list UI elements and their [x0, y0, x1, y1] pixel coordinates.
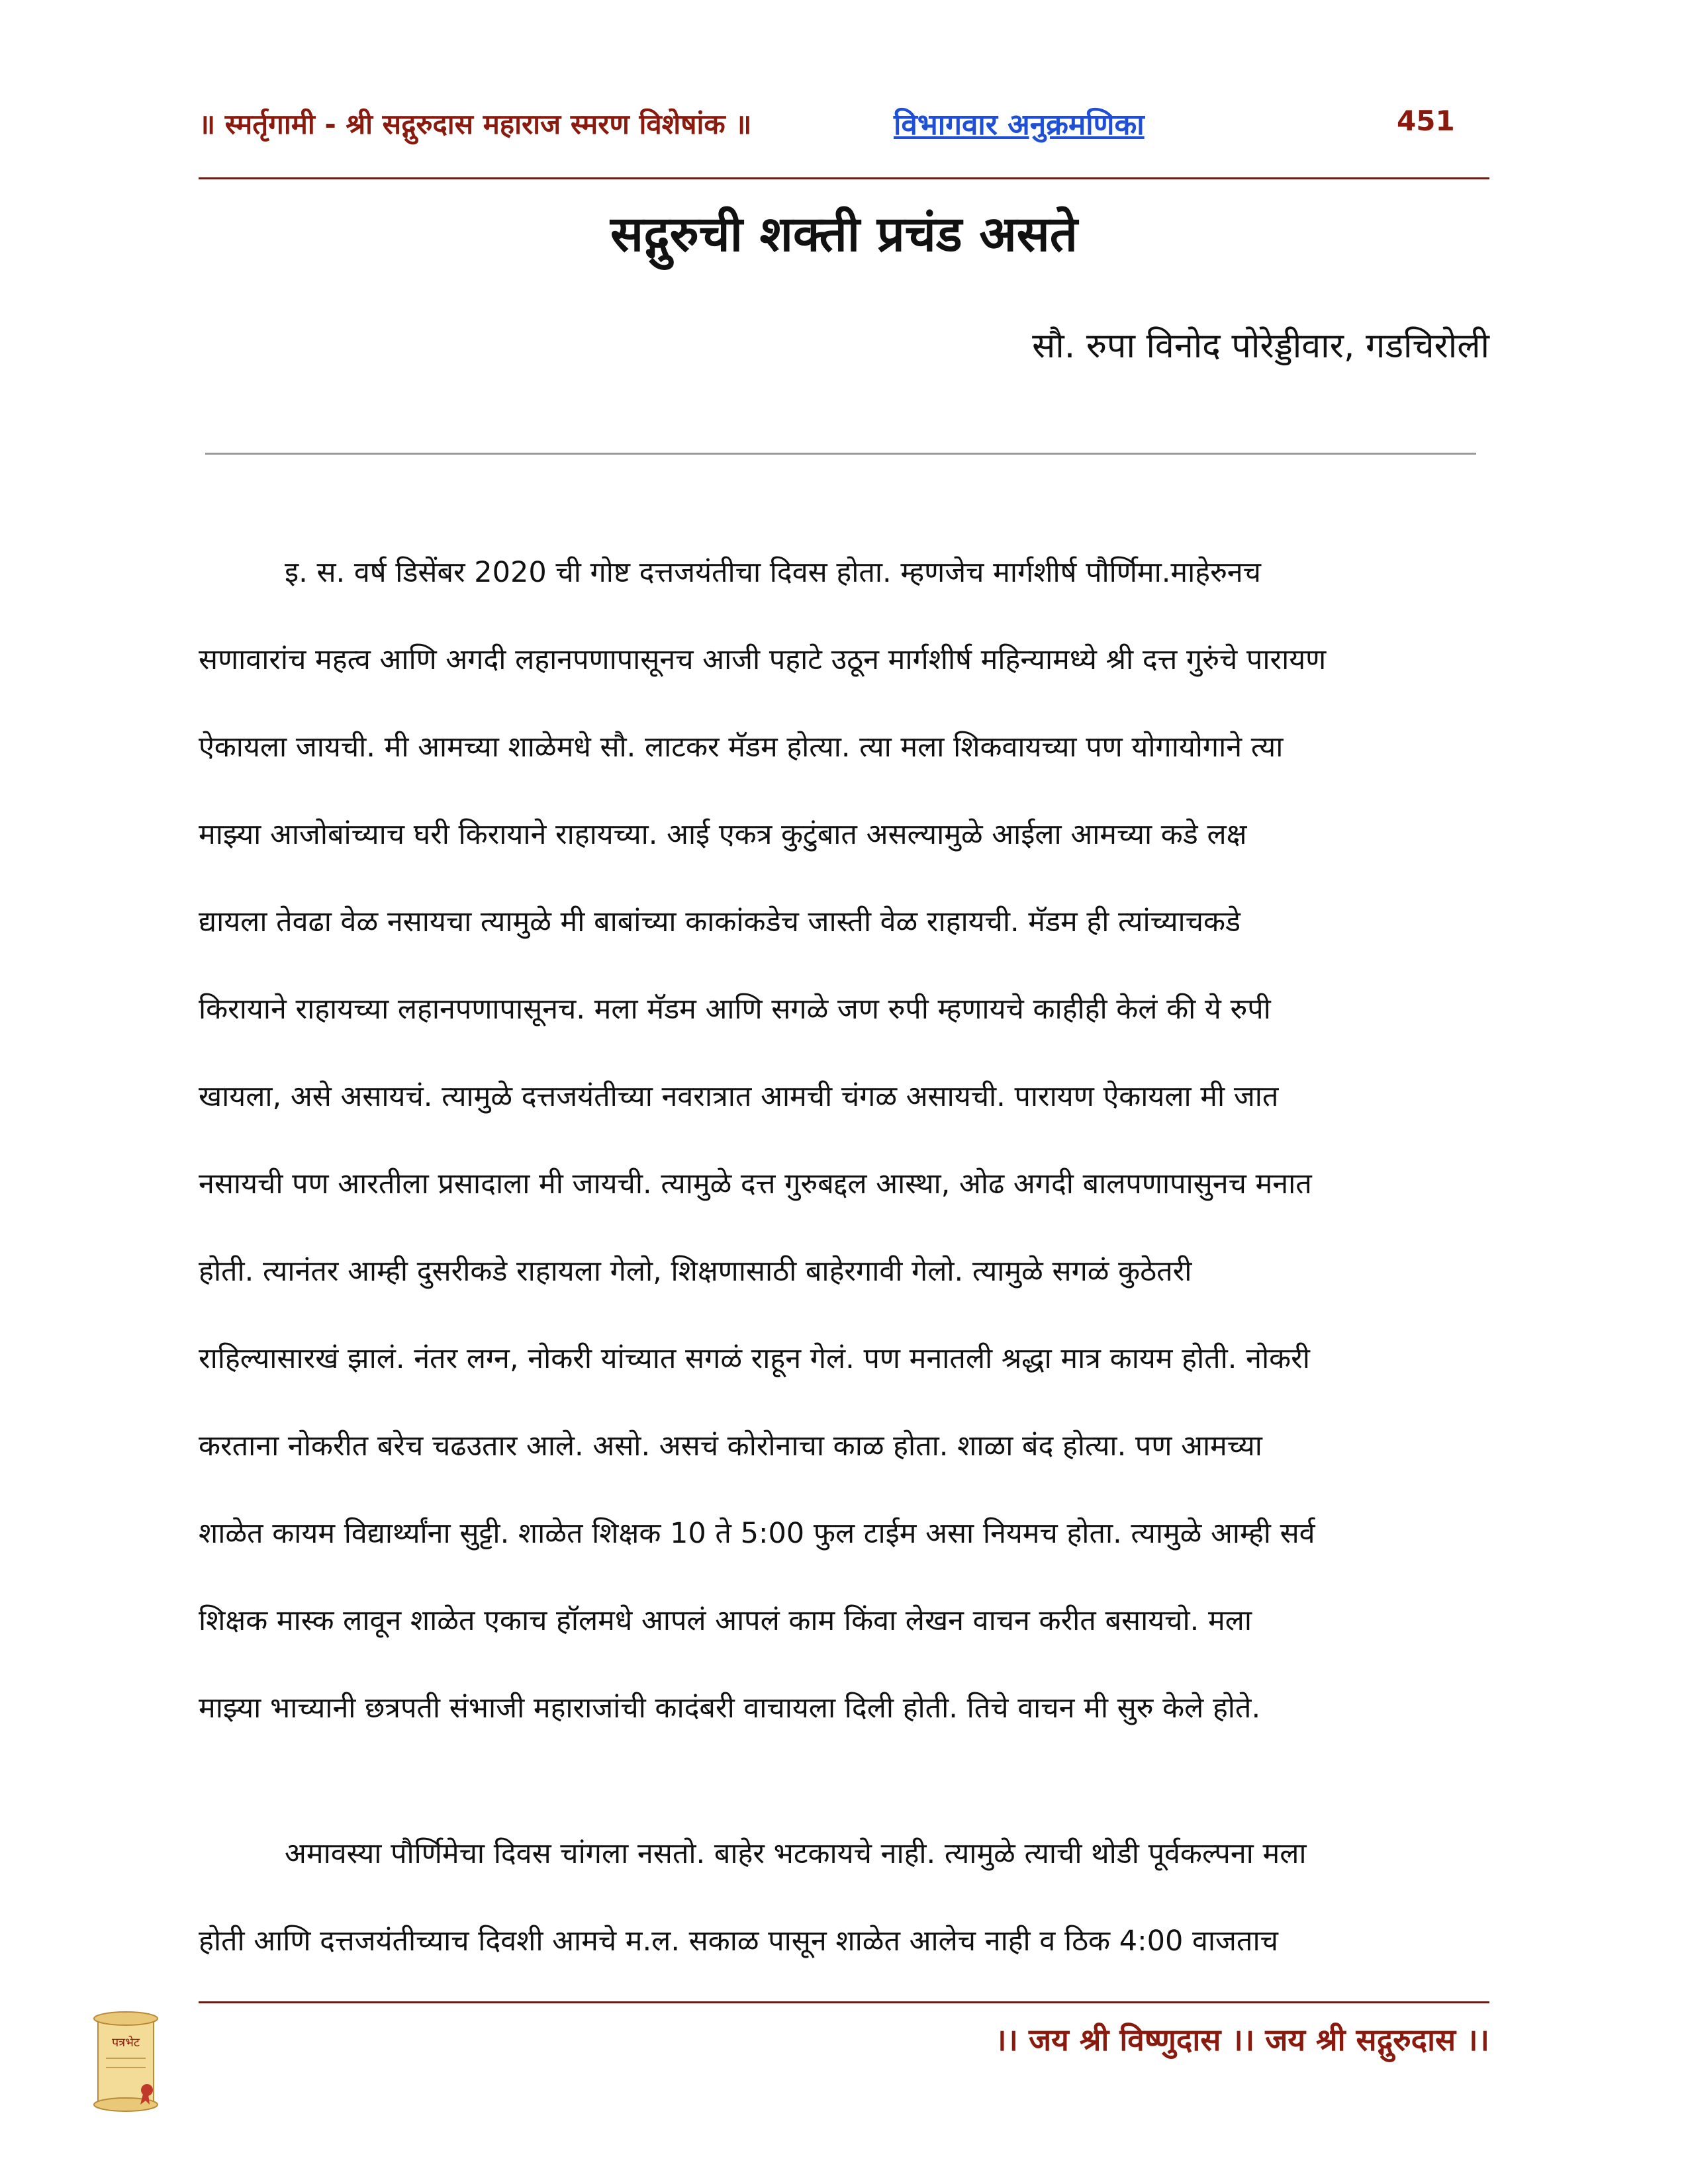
text-line: होती. त्यानंतर आम्ही दुसरीकडे राहायला गेलो, शिक्षणासाठी बाहेरगावी गेलो. त्यामुळे सगळं कुठेतरी — [199, 1255, 1192, 1288]
article-body — [199, 553, 1483, 2009]
footer-text: ।। जय श्री विष्णुदास ।। जय श्री सद्गुरुदास ।। — [995, 2022, 1489, 2058]
scroll-logo-icon — [86, 2005, 165, 2118]
text-line: इ. स. वर्ष डिसेंबर 2020 ची गोष्ट दत्तजयंतीचा दिवस होता. म्हणजेच मार्गशीर्ष पौर्णिमा.माहेरुनच — [285, 556, 1261, 589]
section-index-link[interactable]: विभागवार अनुक्रमणिका — [894, 108, 1145, 142]
article-title: सद्गुरुची शक्ती प्रचंड असते — [610, 206, 1078, 263]
text-line: खायला, असे असायचं. त्यामुळे दत्तजयंतीच्या नवरात्रात आमची चंगळ असायची. पारायण ऐकायला मी जात — [199, 1080, 1279, 1113]
text-line: होती आणि दत्तजयंतीच्याच दिवशी आमचे म.ल. सकाळ पासून शाळेत आलेच नाही व ठिक 4:00 वाजताच — [199, 1925, 1278, 1958]
logo-text: पत्रभेट — [112, 2036, 140, 2050]
text-line: अमावस्या पौर्णिमेचा दिवस चांगला नसतो. बाहेर भटकायचे नाही. त्यामुळे त्याची थोडी पूर्वकल्पना मला — [285, 1837, 1307, 1870]
text-line: नसायची पण आरतीला प्रसादाला मी जायची. त्यामुळे दत्त गुरुबद्दल आस्था, ओढ अगदी बालपणापासुनच मनात — [199, 1167, 1312, 1201]
article-author: सौ. रुपा विनोद पोरेड्डीवार, गडचिरोली — [1032, 326, 1489, 366]
magazine-title: ॥ स्मर्तृगामी - श्री सद्गुरुदास महाराज स्मरण विशेषांक ॥ — [199, 108, 752, 140]
text-line: ऐकायला जायची. मी आमच्या शाळेमधे सौ. लाटकर मॅडम होत्या. त्या मला शिकवायच्या पण योगायोगाने त्या — [199, 731, 1284, 764]
text-line: करताना नोकरीत बरेच चढउतार आले. असो. असचं कोरोनाचा काळ होता. शाळा बंद होत्या. पण आमच्या — [199, 1430, 1262, 1463]
page-header — [199, 98, 1483, 151]
paragraph-gap — [199, 1776, 1483, 1834]
text-line: सणावारांच महत्व आणि अगदी लहानपणापासूनच आजी पहाटे उठून मार्गशीर्ष महिन्यामध्ये श्री दत्त गुरुंचे पारायण — [199, 643, 1327, 676]
title-divider — [205, 453, 1476, 455]
header-divider — [199, 177, 1489, 179]
text-line: माझ्या आजोबांच्याच घरी किरायाने राहायच्या. आई एकत्र कुटुंबात असल्यामुळे आईला आमच्या कडे लक्ष — [199, 818, 1247, 851]
text-line: द्यायला तेवढा वेळ नसायचा त्यामुळे मी बाबांच्या काकांकडेच जास्ती वेळ राहायची. मॅडम ही त्यांच्याचकडे — [199, 905, 1241, 938]
text-line: शिक्षक मास्क लावून शाळेत एकाच हॉलमधे आपलं आपलं काम किंवा लेखन वाचन करीत बसायचो. मला — [199, 1604, 1252, 1637]
text-line: शाळेत कायम विद्यार्थ्यांना सुट्टी. शाळेत शिक्षक 10 ते 5:00 फुल टाईम असा नियमच होता. त्यामुळे आम्ही सर्व — [199, 1517, 1315, 1550]
text-line: माझ्या भाच्यानी छत्रपती संभाजी महाराजांची कादंबरी वाचायला दिली होती. तिचे वाचन मी सुरु केले होते. — [199, 1692, 1261, 1725]
text-line: किरायाने राहायच्या लहानपणापासूनच. मला मॅडम आणि सगळे जण रुपी म्हणायचे काहीही केलं की ये रुपी — [199, 993, 1271, 1026]
text-line: राहिल्यासारखं झालं. नंतर लग्न, नोकरी यांच्यात सगळं राहून गेलं. पण मनातली श्रद्धा मात्र कायम होती. नोकरी — [199, 1342, 1310, 1375]
footer-divider — [199, 2001, 1489, 2003]
page-number: 451 — [1397, 105, 1455, 137]
